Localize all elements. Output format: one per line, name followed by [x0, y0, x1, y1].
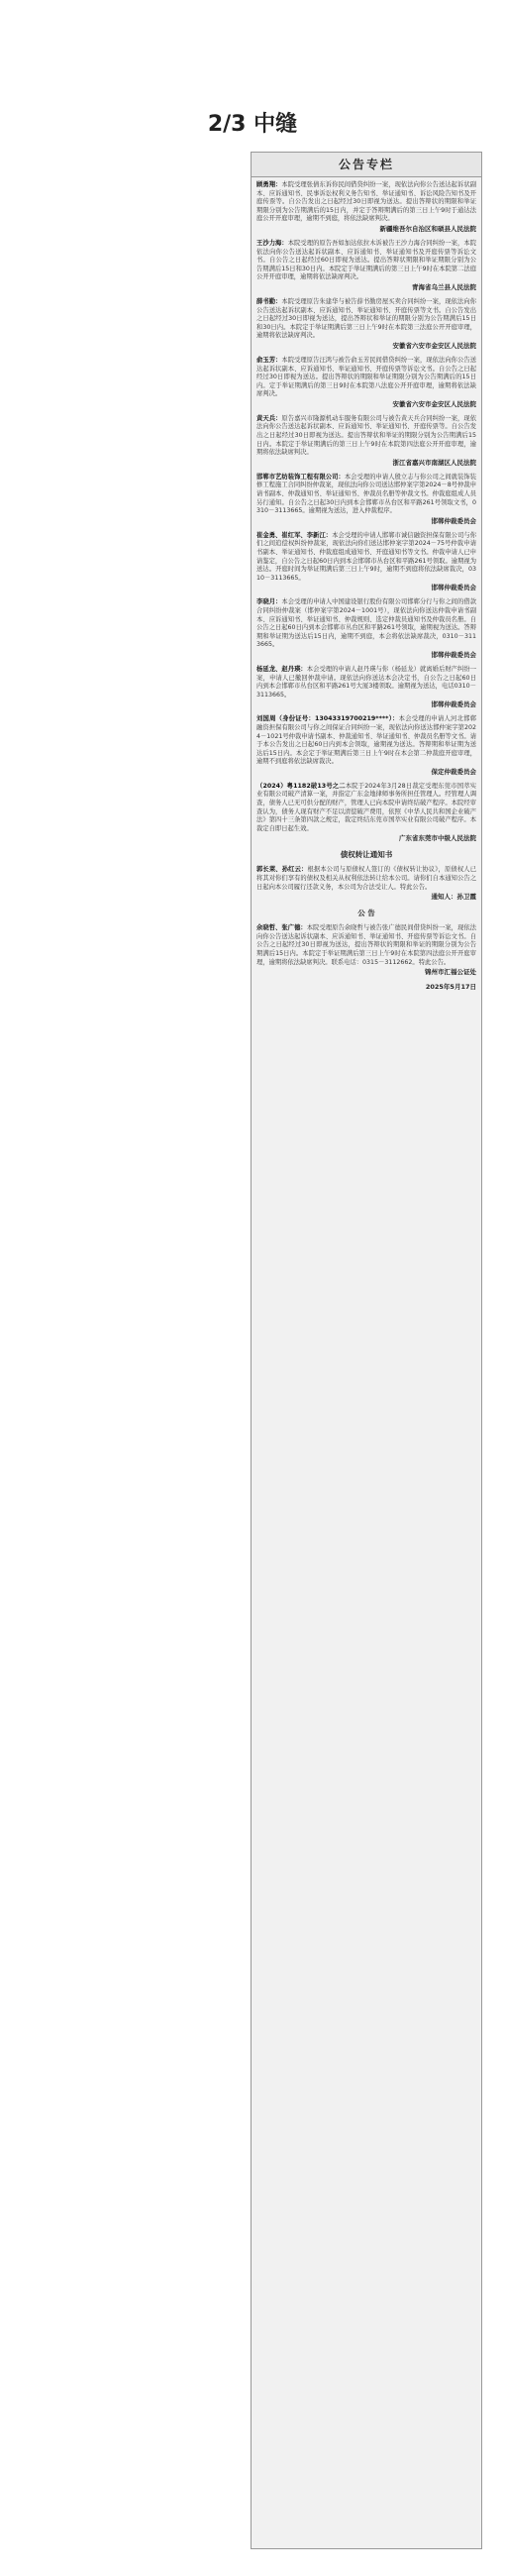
footer-date: 2025年5月17日 [425, 983, 476, 992]
notice-item [256, 783, 476, 844]
notice-addressee: 薛书勤： [256, 297, 282, 305]
notice-body: 本院受理的原告吾如加达依拉木诉被告王沙力海合同纠纷一案，本院依法向你公告送达起诉状副本、应诉通知书、举证通知书及开庭传票等诉讼文书。自公告之日起经过60日即视为送达。提出答辩状期限和举证期限分别为公告期满后15日和30日内。本院定于举证期满后的第三日上午9时在本院第二法庭公开开庭审理，逾期将依法缺席判决。 [256, 239, 477, 281]
notice-panel [251, 152, 482, 2549]
notice-body: 本院受理张倩东诉你民间借贷纠纷一案，现依法向你公告送达起诉状副本、应诉通知书、民事诉讼权利义务告知书、举证通知书、诉讼风险告知书及开庭传票等。自公告发出之日起经过30日即视为送达。提出答辩状的期限和举证期限分别为公告期满后的15日内，并定于答辩期满后的第三日上午9时于通达法庭公开开庭审理，逾期不到庭，将依法缺席判决。 [256, 181, 477, 223]
notice-signature: 新疆维吾尔自治区和硕县人民法院 [379, 224, 476, 233]
notice-item [256, 666, 476, 709]
notice-item [256, 181, 476, 234]
notice-text [256, 783, 476, 834]
notice-body: 本会受理的申请人河北邯郸融资担保有限公司与你之间保证合同纠纷一案，现依法向你送达邯仲案字第2024－1021号仲裁申请书副本、仲裁通知书、举证通知书、仲裁员名册等文书。请于本公告发出之日起60日内到本会领取，逾期视为送达。答辩期和举证期为送达后15日内。本会定于举证期满后第三日上午9时在本会第二仲裁庭开庭审理，逾期不到庭将依法缺席裁决。 [256, 715, 476, 766]
notice-addressee: 崔金勇、崔红军、李新江： [256, 531, 333, 539]
notice-item [256, 715, 476, 777]
notice-body: 本会受理的申请人赵丹瑛与你（杨延龙）就离婚后财产纠纷一案，申请人已撤回仲裁申请。现依法向你送达本会决定书，自公告之日起60日内到本会邯郸市丛台区和平路261号大厦3楼领取。逾期视为送达，电话0310－3113665。 [256, 665, 477, 698]
notice-text [256, 598, 476, 650]
notice-addressee: 李晓月： [256, 598, 282, 606]
notice-item [256, 598, 476, 660]
notice-signature: 安徽省六安市金安区人民法院 [392, 399, 476, 408]
notice-text [256, 666, 476, 699]
notice-text [256, 240, 476, 282]
notice-item [256, 532, 476, 593]
notice-text [256, 924, 476, 967]
notice-item [256, 474, 476, 526]
notice-signature: 邯郸仲裁委员会 [431, 700, 476, 709]
notice-list [252, 177, 481, 992]
notice-body: 原告嘉兴市隆源机动车服务有限公司与被告黄天兵合同纠纷一案，现依法向你公告送达起诉状副本、应诉通知书、举证通知书、开庭传票等。自公告发出之日起经过30日即视为送达。提出答辩状和举证的期限分别为公告期满后15日内。本院定于举证期满后的第三日上午9时在本院第四法庭公开开庭审理，逾期将依法缺席判决。 [256, 414, 477, 457]
notice-text [256, 715, 476, 767]
notice-item [256, 849, 476, 860]
notice-body: 根据本公司与原债权人签订的《债权转让协议》，原债权人已将其对你们享有的债权及相关从权利依法转让给本公司。请你们自本通知公告之日起向本公司履行还款义务，本公司为合法受让人。特此公告。 [256, 866, 476, 891]
notice-title: 债权转让通知书 [340, 850, 393, 860]
notice-text [256, 181, 476, 224]
notice-signature: 青海省乌兰县人民法院 [412, 282, 476, 291]
notice-item [256, 357, 476, 409]
notice-body: 本院于2024年3月28日裁定受理东莞市国萃实业有限公司破产清算一案，并指定广东金地律师事务所担任管理人。经管理人调查，债务人已无可供分配的财产，管理人已向本院申请终结破产程序。本院经审查认为，债务人现有财产不足以清偿破产费用，依照《中华人民共和国企业破产法》第四十三条第四款之规定，裁定终结东莞市国萃实业有限公司破产程序。本裁定自即日起生效。 [256, 782, 476, 832]
notice-addressee: 余晓哲、张广德： [256, 924, 307, 932]
notice-item [256, 866, 476, 902]
notice-body: 本院受理原告余晓哲与被告张广德民间借贷纠纷一案，现依法向你公告送达起诉状副本、应诉通知书、举证通知书、开庭传票等诉讼文书。自公告之日起经过30日即视为送达，提出答辩状的期限和举证的期限分别为公告期满后15日内。本院定于举证期满后第三日上午9时在本院第四法庭公开开庭审理，逾期将依法缺席判决。联系电话：0315－3112662。特此公告。 [256, 924, 477, 966]
notice-text [256, 357, 476, 399]
notice-signature: 锦州市汇福公证处 [425, 968, 476, 977]
notice-body: 本院受理原告汪鸿与被告俞玉芳民间借贷纠纷一案，现依法向你公告送达起诉状副本、应诉通知书、举证通知书、开庭传票等诉讼文书。自公告之日起经过30日即视为送达。提出答辩状的期限和举证期限分别为公告期满后的15日内。定于举证期满后的第三日9时在本院第八法庭公开开庭审理，逾期将依法缺席判决。 [256, 356, 477, 398]
notice-addressee: 俞玉芳： [256, 356, 282, 364]
notice-signature: 浙江省嘉兴市南湖区人民法院 [392, 458, 476, 467]
notice-addressee: （2024）粤1182破13号之二 [256, 782, 346, 790]
notice-signature: 邯郸仲裁委员会 [431, 516, 476, 525]
notice-text [256, 532, 476, 584]
notice-body: 本会受理的申请人中国建设银行股份有限公司邯郸分行与你之间的借款合同纠纷仲裁案（邯仲案字第2024－1001号），现依法向你送达仲裁申请书副本、应诉通知书、举证通知书、仲裁规则、选定仲裁员通知书及仲裁员名册。自公告之日起60日内到本会邯郸市丛台区和平路261号领取，逾期视为送达。答辩期和举证期为送达后15日内，逾期不到庭，本会将依法缺席裁决，0310－3113665。 [256, 598, 477, 649]
notice-text [256, 866, 476, 892]
notice-text [256, 415, 476, 458]
notice-item [256, 415, 476, 468]
page-title: 2/3 中缝 [207, 112, 298, 137]
notice-text [256, 474, 476, 516]
notice-signature: 保定仲裁委员会 [431, 767, 476, 776]
notice-item [256, 298, 476, 351]
notice-addressee: 顾勇翔： [256, 181, 282, 188]
panel-title: 公告专栏 [252, 153, 481, 177]
notice-addressee: 王沙力海： [256, 239, 288, 247]
notice-item [256, 924, 476, 977]
notice-item [256, 908, 476, 918]
notice-item [256, 240, 476, 292]
notice-signature: 安徽省六安市金安区人民法院 [392, 341, 476, 350]
notice-addressee: 郭长莱、孙红云： [256, 866, 308, 874]
notice-body: 本会受理的申请人殷立志与你公司之间就装饰装修工程施工合同纠纷仲裁案，现依法向你公司送达邯仲案字第2024－8号仲裁申请书副本、仲裁通知书、举证通知书、仲裁员名册等仲裁文书。仲裁庭组成人员另行通知。自公告之日起30日内到本会邯郸市丛台区和平路261号领取文书，0310－3113665。逾期视为送达，进入仲裁程序。 [256, 473, 477, 515]
notice-signature: 通知人：孙卫霞 [431, 893, 476, 902]
notice-signature: 邯郸仲裁委员会 [431, 650, 476, 659]
notice-title: 公 告 [357, 909, 375, 918]
notice-signature: 邯郸仲裁委员会 [431, 584, 476, 592]
notice-addressee: 黄天兵： [256, 414, 282, 422]
notice-addressee: 邯郸市艺纺装饰工程有限公司： [256, 473, 345, 481]
notice-addressee: 刘国周（身份证号：13043319700219****）： [256, 715, 399, 723]
notice-body: 本院受理原告朱建华与被告薛书勤房屋买卖合同纠纷一案，现依法向你公告送达起诉状副本、应诉通知书、举证通知书、开庭传票等文书。自公告发出之日起经过30日即视为送达，提出答辩状和举证的期限分别为公告期满后15日和30日内。本院定于举证期满后第三日上午9时在本院第三法庭公开开庭审理，逾期将依法缺席判决。 [256, 297, 477, 340]
notice-addressee: 杨延龙、赵丹瑛： [256, 665, 307, 673]
notice-text [256, 298, 476, 341]
notice-signature: 广东省东莞市中级人民法院 [399, 834, 476, 843]
notice-body: 本会受理的申请人邯郸市诚信融资担保有限公司与你们之间追偿权纠纷仲裁案，现依法向你们送达邯仲案字第2024－75号仲裁申请书副本、举证通知书、仲裁庭组成通知书、开庭通知书等文书。仲裁申请人已申请鉴定，自公告之日起60日内到本会邯郸市丛台区和平路261号领取。逾期视为送达。开庭时间为举证期满后第三日上午9时，逾期不到庭将依法缺席裁决，0310－3113665。 [256, 531, 477, 582]
